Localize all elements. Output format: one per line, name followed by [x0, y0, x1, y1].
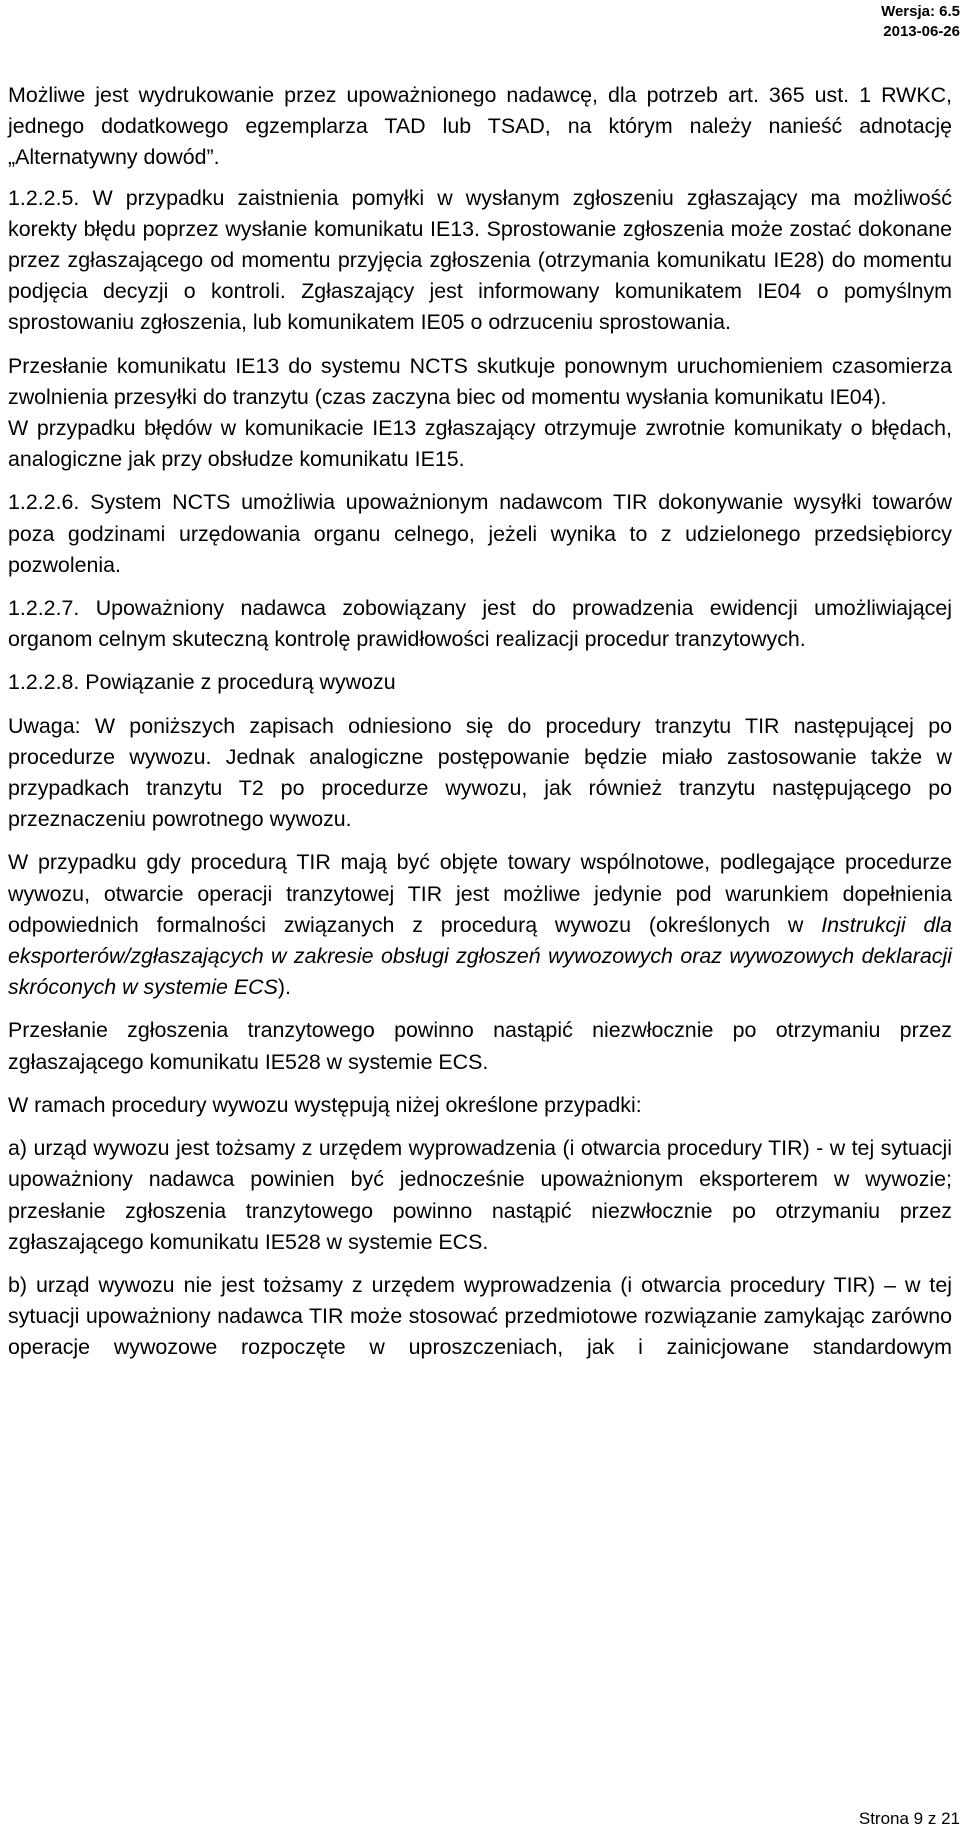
version-label: Wersja: 6.5	[881, 3, 960, 20]
paragraph-ncts-timer: Przesłanie komunikatu IE13 do systemu NCTS skutkuje ponownym uruchomieniem czasomierza zwolnienia przesyłki do tranzytu (czas zaczyna biec od momentu wysłania komunikatu IE04).	[8, 353, 952, 409]
document-header	[660, 2, 960, 42]
italic-instruction-title: Instrukcji dla eksporterów/zgłaszających w zakresie obsługi zgłoszeń wywozowych oraz wywozowych deklaracji skróconych w systemie ECS	[8, 912, 952, 1000]
paragraph-1-2-2-6: 1.2.2.6. System NCTS umożliwia upoważnionym nadawcom TIR dokonywanie wysyłki towarów poza godzinami urzędowania organu celnego, jeżeli wynika to z udzielonego przedsiębiorcy pozwolenia.	[8, 490, 952, 577]
page-number: Strona 9 z 21	[858, 1809, 960, 1828]
paragraph-1-2-2-7: 1.2.2.7. Upoważniony nadawca zobowiązany jest do prowadzenia ewidencji umożliwiającej organom celnym skuteczną kontrolę prawidłowości realizacji procedur tranzytowych.	[8, 596, 952, 652]
paragraph-note: Uwaga: W poniższych zapisach odniesiono się do procedury tranzytu TIR następującej po procedurze wywozu. Jednak analogiczne postępowanie będzie miało zastosowanie także w przypadkach tranzytu T2 po procedurze wywozu, jak również tranzytu następującego po przeznaczeniu powrotnego wywozu.	[8, 713, 952, 832]
document-body	[8, 80, 952, 1364]
paragraph-tir-export	[8, 847, 952, 1003]
paragraph-1-2-2-5: 1.2.2.5. W przypadku zaistnienia pomyłki w wysłanym zgłoszeniu zgłaszający ma możliwość korekty błędu poprzez wysłanie komunikatu IE13. Sprostowanie zgłoszenia może zostać dokonane przez zgłaszającego od momentu przyjęcia zgłoszenia (otrzymania komunikatu IE28) do momentu podjęcia decyzji o kontroli. Zgłaszający jest informowany komunikatem IE04 o pomyślnym sprostowaniu zgłoszenia, lub komunikatem IE05 o odrzuceniu sprostowania.	[8, 185, 952, 335]
section-heading-1-2-2-8: 1.2.2.8. Powiązanie z procedurą wywozu	[8, 670, 396, 695]
list-item-a: a) urząd wywozu jest tożsamy z urzędem wyprowadzenia (i otwarcia procedury TIR) - w tej sytuacji upoważniony nadawca powinien być jednocześnie upoważnionym eksporterem w wywozie; przesłanie zgłoszenia tranzytowego powinno nastąpić niezwłocznie po otrzymaniu przez zgłaszającego komunikatu IE528 w systemie ECS.	[8, 1136, 952, 1254]
paragraph-ie13-errors: W przypadku błędów w komunikacie IE13 zgłaszający otrzymuje zwrotnie komunikaty o błędach, analogiczne jak przy obsłudze komunikatu IE15.	[8, 416, 952, 472]
date-label: 2013-06-26	[883, 23, 960, 40]
paragraph-cases-intro: W ramach procedury wywozu występują niżej określone przypadki:	[8, 1092, 642, 1117]
paragraph-additional-copy: Możliwe jest wydrukowanie przez upoważnionego nadawcę, dla potrzeb art. 365 ust. 1 RWKC, jednego dodatkowego egzemplarza TAD lub TSAD, na którym należy nanieść adnotację „Alternatywny dowód”.	[8, 83, 952, 170]
text-run: W przypadku gdy procedurą TIR mają być objęte towary wspólnotowe, podlegające procedurze wywozu, otwarcie operacji tranzytowej TIR jest możliwe jedynie pod warunkiem dopełnienia odpowiednich formalności związanych z procedurą wywozu (określonych w	[8, 850, 952, 937]
text-run: ).	[277, 975, 291, 1000]
list-item-b: b) urząd wywozu nie jest tożsamy z urzędem wyprowadzenia (i otwarcia procedury TIR) – w tej sytuacji upoważniony nadawca TIR może stosować przedmiotowe rozwiązanie zamykając zarówno operacje wywozowe rozpoczęte w uproszczeniach, jak i zainicjowane standardowym	[8, 1272, 952, 1360]
paragraph-transit-declaration: Przesłanie zgłoszenia tranzytowego powinno nastąpić niezwłocznie po otrzymaniu przez zgłaszającego komunikatu IE528 w systemie ECS.	[8, 1018, 952, 1074]
